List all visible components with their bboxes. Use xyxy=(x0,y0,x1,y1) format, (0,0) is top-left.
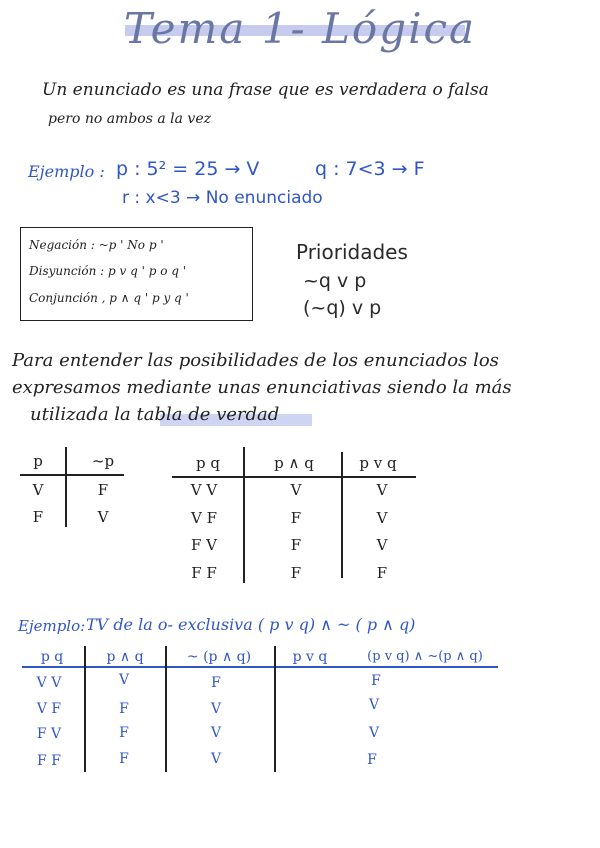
xor-table-vline-3 xyxy=(274,646,276,772)
main-cell: F xyxy=(290,564,302,582)
main-table-vline-1 xyxy=(243,447,245,583)
xor-cell: F xyxy=(119,725,129,741)
neg-cell: F xyxy=(32,508,44,526)
priorities-line-1: ~q v p xyxy=(303,270,367,292)
xor-cell: V V xyxy=(36,675,62,691)
main-cell: F V xyxy=(190,536,217,554)
example2-text: TV de la o- exclusiva ( p v q) ∧ ~ ( p ∧ q) xyxy=(86,615,416,634)
neg-cell: V xyxy=(97,508,109,526)
paragraph-line-2: expresamos mediante unas enunciativas siendo la más xyxy=(12,377,512,398)
definition-line-1: Un enunciado es una frase que es verdadera o falsa xyxy=(42,80,489,100)
xor-cell: F xyxy=(367,752,377,768)
connective-conjunction: Conjunción , p ∧ q ' p y q ' xyxy=(29,291,189,305)
xor-cell: F F xyxy=(37,753,61,769)
main-cell: V xyxy=(290,481,302,499)
example-p: p : 5² = 25 → V xyxy=(116,158,260,180)
example-r: r : x<3 → No enunciado xyxy=(122,188,323,208)
main-cell: V F xyxy=(190,509,217,527)
definition-line-2: pero no ambos a la vez xyxy=(48,111,212,127)
xor-cell: V xyxy=(368,697,380,713)
xor-header: p ∧ q xyxy=(106,649,144,665)
neg-header-p: p xyxy=(33,452,43,470)
xor-table-vline-2 xyxy=(165,646,167,772)
main-cell: V xyxy=(376,509,388,527)
connective-disjunction: Disyunción : p v q ' p o q ' xyxy=(29,264,187,278)
main-header-pq: p q xyxy=(196,454,220,472)
priorities-line-2: (~q) v p xyxy=(303,297,382,319)
main-cell: F F xyxy=(191,564,217,582)
paragraph-line-3-start: utilizada la xyxy=(30,404,131,425)
xor-cell: F V xyxy=(36,726,62,742)
xor-cell: V xyxy=(210,725,222,741)
neg-cell: V xyxy=(32,481,44,499)
paragraph-highlight-text: tabla de verdad xyxy=(136,404,280,425)
neg-cell: F xyxy=(97,481,109,499)
xor-cell: V xyxy=(210,751,222,767)
page-title: Tema 1- Lógica xyxy=(123,4,477,53)
main-cell: F xyxy=(290,536,302,554)
main-cell: F xyxy=(376,564,388,582)
neg-table-hline xyxy=(20,474,124,476)
xor-cell: F xyxy=(211,675,221,691)
xor-table-hline xyxy=(22,666,498,668)
xor-header: p v q xyxy=(292,649,328,665)
connective-negation: Negación : ~p ' No p ' xyxy=(29,238,164,252)
main-cell: V xyxy=(376,481,388,499)
main-header-porq: p v q xyxy=(359,454,397,472)
neg-table-vline xyxy=(65,447,67,527)
xor-header: p q xyxy=(40,649,64,665)
xor-cell: F xyxy=(119,751,129,767)
xor-cell: V xyxy=(210,701,222,717)
main-cell: V V xyxy=(190,481,218,499)
main-cell: V xyxy=(376,536,388,554)
paragraph-line-1: Para entender las posibilidades de los enunciados los xyxy=(12,350,499,371)
example2-label: Ejemplo: xyxy=(18,617,86,635)
example-label: Ejemplo : xyxy=(28,162,105,181)
main-header-pandq: p ∧ q xyxy=(274,454,314,472)
xor-header: (p v q) ∧ ~(p ∧ q) xyxy=(367,649,483,664)
xor-cell: F xyxy=(371,673,381,689)
neg-header-notp: ~p xyxy=(91,452,115,470)
xor-header: ~ (p ∧ q) xyxy=(186,649,252,665)
example-q: q : 7<3 → F xyxy=(315,158,425,180)
main-table-vline-2 xyxy=(341,452,343,578)
xor-cell: V xyxy=(118,672,130,688)
xor-cell: V F xyxy=(36,701,62,717)
xor-cell: F xyxy=(119,701,129,717)
main-table-hline xyxy=(172,476,416,478)
xor-table-vline-1 xyxy=(84,646,86,772)
paragraph-line-3 xyxy=(30,404,279,425)
priorities-heading: Prioridades xyxy=(296,240,408,264)
main-cell: F xyxy=(290,509,302,527)
xor-cell: V xyxy=(368,725,380,741)
